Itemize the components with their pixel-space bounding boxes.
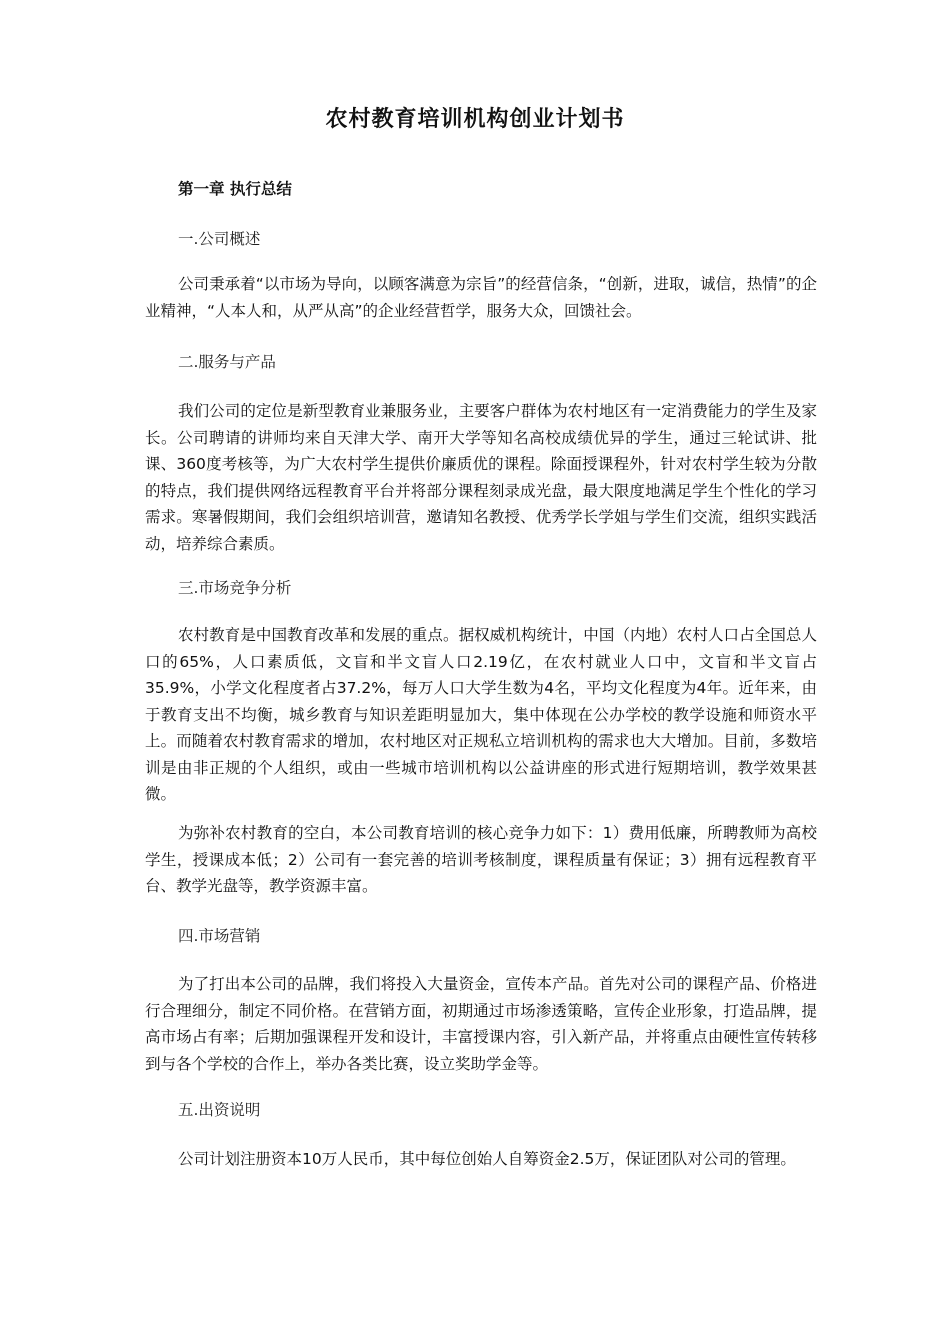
section-heading-marketing: 四.市场营销 (178, 927, 261, 945)
paragraph-market-analysis: 农村教育是中国教育改革和发展的重点。据权威机构统计，中国（内地）农村人口占全国总人口的65%，人口素质低，文盲和半文盲人口2.19亿，在农村就业人口中，文盲和半文盲占35.9%，小学文化程度者占37.2%，每万人口大学生数为4名，平均文化程度为4年。近年来，由于教育支出不均衡，城乡教育与知识差距明显加大，集中体现在公办学校的教学设施和师资水平上。而随着农村教育需求的增加，农村地区对正规私立培训机构的需求也大大增加。目前，多数培训是由非正规的个人组织，或由一些城市培训机构以公益讲座的形式进行短期培训，教学效果甚微。 (145, 626, 817, 803)
section-heading-company-overview: 一.公司概述 (178, 230, 261, 248)
paragraph-company-overview: 公司秉承着“以市场为导向，以顾客满意为宗旨”的经营信条，“创新，进取，诚信，热情”的企业精神，“人本人和，从严从高”的企业经营哲学，服务大众，回馈社会。 (145, 275, 817, 320)
section-heading-services-products: 二.服务与产品 (178, 353, 276, 371)
paragraph-capital: 公司计划注册资本10万人民币，其中每位创始人自筹资金2.5万，保证团队对公司的管理。 (178, 1150, 796, 1168)
section-heading-market-competition: 三.市场竞争分析 (178, 579, 292, 597)
paragraph-services-products: 我们公司的定位是新型教育业兼服务业，主要客户群体为农村地区有一定消费能力的学生及家长。公司聘请的讲师均来自天津大学、南开大学等知名高校成绩优异的学生，通过三轮试讲、批课、360度考核等，为广大农村学生提供价廉质优的课程。除面授课程外，针对农村学生较为分散的特点，我们提供网络远程教育平台并将部分课程刻录成光盘，最大限度地满足学生个性化的学习需求。寒暑假期间，我们会组织培训营，邀请知名教授、优秀学长学姐与学生们交流，组织实践活动，培养综合素质。 (145, 402, 817, 553)
document-title: 农村教育培训机构创业计划书 (325, 107, 625, 132)
chapter-heading: 第一章 执行总结 (178, 180, 292, 198)
paragraph-marketing: 为了打出本公司的品牌，我们将投入大量资金，宣传本产品。首先对公司的课程产品、价格进行合理细分，制定不同价格。在营销方面，初期通过市场渗透策略，宣传企业形象，打造品牌，提高市场占有率；后期加强课程开发和设计，丰富授课内容，引入新产品，并将重点由硬性宣传转移到与各个学校的合作上，举办各类比赛，设立奖助学金等。 (145, 975, 817, 1073)
paragraph-core-competencies: 为弥补农村教育的空白，本公司教育培训的核心竞争力如下：1）费用低廉，所聘教师为高校学生，授课成本低；2）公司有一套完善的培训考核制度，课程质量有保证；3）拥有远程教育平台、教学光盘等，教学资源丰富。 (145, 824, 817, 895)
section-heading-capital: 五.出资说明 (178, 1101, 261, 1119)
